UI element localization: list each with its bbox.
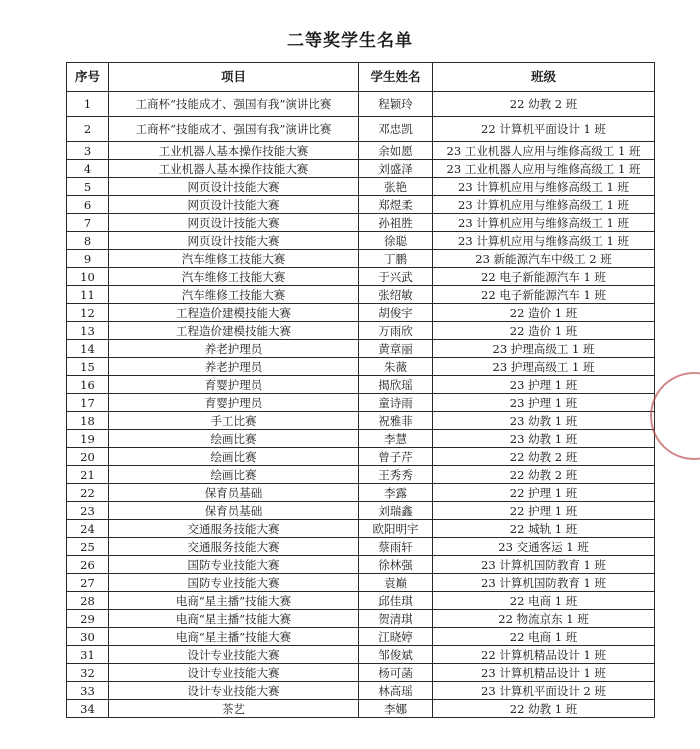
cell-serial: 31 xyxy=(67,646,109,664)
cell-project: 交通服务技能大赛 xyxy=(109,538,359,556)
cell-student-name: 刘瑞鑫 xyxy=(359,502,433,520)
table-row xyxy=(67,376,655,394)
table-body xyxy=(67,92,655,718)
cell-student-name: 曾子芹 xyxy=(359,448,433,466)
cell-serial: 13 xyxy=(67,322,109,340)
header-project: 项目 xyxy=(109,63,359,92)
cell-serial: 15 xyxy=(67,358,109,376)
cell-project: 电商“星主播”技能大赛 xyxy=(109,628,359,646)
cell-student-name: 张绍敏 xyxy=(359,286,433,304)
cell-serial: 29 xyxy=(67,610,109,628)
official-seal xyxy=(650,372,700,460)
table-row xyxy=(67,160,655,178)
cell-serial: 24 xyxy=(67,520,109,538)
cell-serial: 17 xyxy=(67,394,109,412)
table-row xyxy=(67,232,655,250)
cell-class: 23 工业机器人应用与维修高级工 1 班 xyxy=(433,160,655,178)
cell-project: 绘画比赛 xyxy=(109,448,359,466)
header-student-name: 学生姓名 xyxy=(359,63,433,92)
cell-class: 22 计算机精品设计 1 班 xyxy=(433,646,655,664)
cell-serial: 16 xyxy=(67,376,109,394)
cell-class: 23 护理高级工 1 班 xyxy=(433,340,655,358)
cell-serial: 32 xyxy=(67,664,109,682)
cell-class: 23 计算机平面设计 2 班 xyxy=(433,682,655,700)
cell-serial: 22 xyxy=(67,484,109,502)
cell-project: 保育员基础 xyxy=(109,502,359,520)
cell-student-name: 王秀秀 xyxy=(359,466,433,484)
cell-class: 22 城轨 1 班 xyxy=(433,520,655,538)
table-header-row xyxy=(67,63,655,92)
cell-project: 电商“星主播”技能大赛 xyxy=(109,592,359,610)
cell-class: 23 计算机应用与维修高级工 1 班 xyxy=(433,178,655,196)
cell-serial: 10 xyxy=(67,268,109,286)
cell-serial: 34 xyxy=(67,700,109,718)
cell-class: 22 护理 1 班 xyxy=(433,484,655,502)
cell-student-name: 欧阳明宇 xyxy=(359,520,433,538)
cell-serial: 33 xyxy=(67,682,109,700)
table-row xyxy=(67,682,655,700)
cell-class: 23 护理 1 班 xyxy=(433,394,655,412)
cell-student-name: 邹俊斌 xyxy=(359,646,433,664)
table-row xyxy=(67,412,655,430)
cell-project: 网页设计技能大赛 xyxy=(109,178,359,196)
cell-project: 养老护理员 xyxy=(109,340,359,358)
cell-class: 22 幼教 2 班 xyxy=(433,466,655,484)
table-row xyxy=(67,574,655,592)
cell-student-name: 刘盛泽 xyxy=(359,160,433,178)
table-row xyxy=(67,286,655,304)
cell-student-name: 邱佳琪 xyxy=(359,592,433,610)
cell-class: 23 工业机器人应用与维修高级工 1 班 xyxy=(433,142,655,160)
cell-project: 保育员基础 xyxy=(109,484,359,502)
cell-class: 23 计算机应用与维修高级工 1 班 xyxy=(433,196,655,214)
table-row xyxy=(67,664,655,682)
cell-class: 22 电子新能源汽车 1 班 xyxy=(433,268,655,286)
cell-project: 工业机器人基本操作技能大赛 xyxy=(109,160,359,178)
table-row xyxy=(67,250,655,268)
cell-student-name: 徐林强 xyxy=(359,556,433,574)
cell-project: 电商“星主播”技能大赛 xyxy=(109,610,359,628)
cell-project: 汽车维修工技能大赛 xyxy=(109,268,359,286)
cell-serial: 5 xyxy=(67,178,109,196)
cell-class: 22 幼教 1 班 xyxy=(433,700,655,718)
cell-student-name: 袁巅 xyxy=(359,574,433,592)
cell-project: 养老护理员 xyxy=(109,358,359,376)
table-row xyxy=(67,268,655,286)
cell-class: 22 造价 1 班 xyxy=(433,322,655,340)
document-title: 二等奖学生名单 xyxy=(287,31,413,51)
cell-project: 国防专业技能大赛 xyxy=(109,556,359,574)
cell-serial: 2 xyxy=(67,117,109,142)
table-row xyxy=(67,340,655,358)
cell-class: 22 计算机平面设计 1 班 xyxy=(433,117,655,142)
cell-project: 设计专业技能大赛 xyxy=(109,664,359,682)
cell-student-name: 黄章丽 xyxy=(359,340,433,358)
cell-student-name: 揭欣瑶 xyxy=(359,376,433,394)
cell-class: 23 幼教 1 班 xyxy=(433,412,655,430)
table-row xyxy=(67,556,655,574)
cell-project: 网页设计技能大赛 xyxy=(109,214,359,232)
table-row xyxy=(67,700,655,718)
table-row xyxy=(67,538,655,556)
cell-student-name: 徐聪 xyxy=(359,232,433,250)
table-row xyxy=(67,646,655,664)
table-row xyxy=(67,520,655,538)
cell-serial: 25 xyxy=(67,538,109,556)
cell-project: 育婴护理员 xyxy=(109,376,359,394)
cell-student-name: 于兴武 xyxy=(359,268,433,286)
table-row xyxy=(67,610,655,628)
cell-student-name: 余如愿 xyxy=(359,142,433,160)
cell-student-name: 蔡雨轩 xyxy=(359,538,433,556)
award-roster-table xyxy=(66,62,655,718)
cell-class: 22 电子新能源汽车 1 班 xyxy=(433,286,655,304)
cell-project: 工程造价建模技能大赛 xyxy=(109,304,359,322)
table-row xyxy=(67,117,655,142)
cell-serial: 9 xyxy=(67,250,109,268)
cell-serial: 4 xyxy=(67,160,109,178)
table-row xyxy=(67,322,655,340)
cell-class: 23 计算机国防教育 1 班 xyxy=(433,574,655,592)
cell-project: 工程造价建模技能大赛 xyxy=(109,322,359,340)
cell-student-name: 万雨欣 xyxy=(359,322,433,340)
table-row xyxy=(67,448,655,466)
table-row xyxy=(67,304,655,322)
table-row xyxy=(67,430,655,448)
cell-serial: 11 xyxy=(67,286,109,304)
cell-student-name: 丁鹏 xyxy=(359,250,433,268)
cell-student-name: 李慧 xyxy=(359,430,433,448)
cell-project: 工商杯“技能成才、强国有我”演讲比赛 xyxy=(109,117,359,142)
cell-serial: 23 xyxy=(67,502,109,520)
cell-student-name: 李娜 xyxy=(359,700,433,718)
cell-project: 汽车维修工技能大赛 xyxy=(109,286,359,304)
cell-serial: 30 xyxy=(67,628,109,646)
cell-class: 23 计算机精品设计 1 班 xyxy=(433,664,655,682)
cell-class: 22 护理 1 班 xyxy=(433,502,655,520)
cell-project: 手工比赛 xyxy=(109,412,359,430)
table-row xyxy=(67,592,655,610)
table-row xyxy=(67,502,655,520)
cell-student-name: 祝雅菲 xyxy=(359,412,433,430)
cell-serial: 21 xyxy=(67,466,109,484)
table-row xyxy=(67,484,655,502)
cell-student-name: 朱薇 xyxy=(359,358,433,376)
cell-class: 23 交通客运 1 班 xyxy=(433,538,655,556)
table-row xyxy=(67,142,655,160)
cell-project: 设计专业技能大赛 xyxy=(109,682,359,700)
cell-serial: 1 xyxy=(67,92,109,117)
cell-class: 23 幼教 1 班 xyxy=(433,430,655,448)
cell-class: 23 护理 1 班 xyxy=(433,376,655,394)
cell-project: 网页设计技能大赛 xyxy=(109,232,359,250)
cell-student-name: 李露 xyxy=(359,484,433,502)
cell-project: 工商杯“技能成才、强国有我”演讲比赛 xyxy=(109,92,359,117)
cell-class: 22 电商 1 班 xyxy=(433,628,655,646)
header-class: 班级 xyxy=(433,63,655,92)
table-row xyxy=(67,628,655,646)
table-row xyxy=(67,394,655,412)
cell-project: 绘画比赛 xyxy=(109,466,359,484)
cell-project: 育婴护理员 xyxy=(109,394,359,412)
cell-serial: 3 xyxy=(67,142,109,160)
table-row xyxy=(67,466,655,484)
cell-serial: 6 xyxy=(67,196,109,214)
cell-class: 23 计算机应用与维修高级工 1 班 xyxy=(433,214,655,232)
cell-class: 22 造价 1 班 xyxy=(433,304,655,322)
cell-student-name: 童诗雨 xyxy=(359,394,433,412)
cell-student-name: 贺清琪 xyxy=(359,610,433,628)
cell-project: 绘画比赛 xyxy=(109,430,359,448)
cell-student-name: 程颖玲 xyxy=(359,92,433,117)
cell-project: 设计专业技能大赛 xyxy=(109,646,359,664)
cell-project: 茶艺 xyxy=(109,700,359,718)
cell-project: 工业机器人基本操作技能大赛 xyxy=(109,142,359,160)
cell-project: 交通服务技能大赛 xyxy=(109,520,359,538)
cell-serial: 27 xyxy=(67,574,109,592)
cell-serial: 7 xyxy=(67,214,109,232)
cell-class: 23 新能源汽车中级工 2 班 xyxy=(433,250,655,268)
cell-class: 23 计算机国防教育 1 班 xyxy=(433,556,655,574)
cell-serial: 14 xyxy=(67,340,109,358)
cell-class: 22 电商 1 班 xyxy=(433,592,655,610)
cell-class: 22 幼教 2 班 xyxy=(433,448,655,466)
cell-serial: 18 xyxy=(67,412,109,430)
cell-serial: 19 xyxy=(67,430,109,448)
table-row xyxy=(67,196,655,214)
cell-student-name: 胡俊宇 xyxy=(359,304,433,322)
cell-project: 网页设计技能大赛 xyxy=(109,196,359,214)
table-row xyxy=(67,178,655,196)
table-row xyxy=(67,214,655,232)
cell-class: 23 护理高级工 1 班 xyxy=(433,358,655,376)
cell-student-name: 郑煜柔 xyxy=(359,196,433,214)
cell-student-name: 邓忠凯 xyxy=(359,117,433,142)
cell-serial: 26 xyxy=(67,556,109,574)
header-serial: 序号 xyxy=(67,63,109,92)
cell-serial: 28 xyxy=(67,592,109,610)
cell-class: 23 计算机应用与维修高级工 1 班 xyxy=(433,232,655,250)
cell-student-name: 林高瑶 xyxy=(359,682,433,700)
cell-project: 汽车维修工技能大赛 xyxy=(109,250,359,268)
table-row xyxy=(67,92,655,117)
cell-student-name: 孙祖胜 xyxy=(359,214,433,232)
table-row xyxy=(67,358,655,376)
cell-class: 22 幼教 2 班 xyxy=(433,92,655,117)
cell-project: 国防专业技能大赛 xyxy=(109,574,359,592)
cell-serial: 8 xyxy=(67,232,109,250)
cell-student-name: 张艳 xyxy=(359,178,433,196)
cell-student-name: 杨可菡 xyxy=(359,664,433,682)
cell-serial: 20 xyxy=(67,448,109,466)
cell-serial: 12 xyxy=(67,304,109,322)
cell-student-name: 江晓婷 xyxy=(359,628,433,646)
cell-class: 22 物流京东 1 班 xyxy=(433,610,655,628)
